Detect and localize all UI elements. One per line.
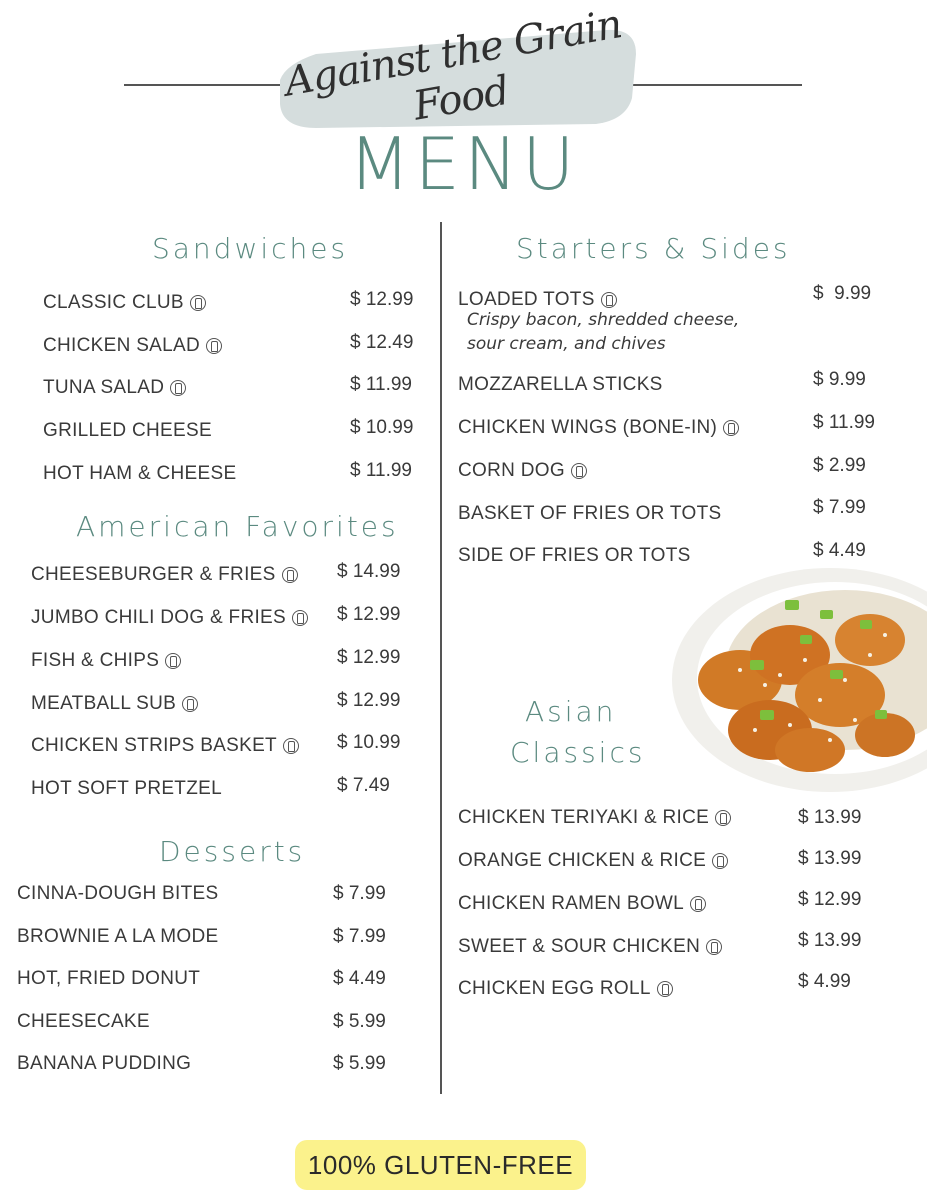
- menu-item: [17, 883, 218, 905]
- item-price: $ 2.99: [813, 455, 866, 476]
- item-price: $ 5.99: [333, 1053, 386, 1074]
- brand-logo: Against the Grain Food: [281, 1, 625, 130]
- gluten-free-icon: [282, 567, 298, 583]
- item-name: CINNA-DOUGH BITES: [17, 883, 219, 904]
- item-name: SWEET & SOUR CHICKEN: [458, 936, 701, 957]
- item-price: $ 9.99: [813, 369, 866, 390]
- gluten-free-icon: [283, 738, 299, 754]
- item-price: $ 4.99: [798, 971, 851, 992]
- orange-chicken-photo: [670, 560, 927, 800]
- item-price: $ 11.99: [813, 412, 875, 433]
- menu-item: [458, 936, 722, 958]
- menu-item: [458, 978, 673, 1000]
- section-title-asian-classics-line2: Classics: [510, 736, 646, 769]
- section-title-sandwiches: Sandwiches: [152, 232, 349, 265]
- section-title-asian-classics-line1: Asian: [525, 695, 617, 728]
- menu-item: [31, 650, 181, 672]
- item-name: JUMBO CHILI DOG & FRIES: [31, 607, 286, 628]
- item-name: SIDE OF FRIES OR TOTS: [458, 545, 691, 566]
- menu-item: [31, 564, 298, 586]
- gluten-free-icon: [165, 653, 181, 669]
- gluten-free-icon: [601, 292, 617, 308]
- item-name: CORN DOG: [458, 460, 565, 481]
- item-price: $ 9.99: [813, 283, 872, 304]
- item-name: BASKET OF FRIES OR TOTS: [458, 503, 722, 524]
- gluten-free-icon: [723, 420, 739, 436]
- item-name: BROWNIE A LA MODE: [17, 926, 219, 947]
- item-price: $ 7.99: [333, 926, 386, 947]
- menu-item: [458, 289, 617, 311]
- item-name: CLASSIC CLUB: [43, 292, 184, 313]
- menu-item: [43, 335, 222, 357]
- item-price: $ 13.99: [798, 930, 862, 951]
- item-price: $ 4.49: [813, 540, 866, 561]
- header-rule-left: [124, 84, 284, 86]
- item-name: GRILLED CHEESE: [43, 420, 212, 441]
- item-name: CHICKEN SALAD: [43, 335, 200, 356]
- gluten-free-icon: [206, 338, 222, 354]
- item-description: Crispy bacon, shredded cheese,: [467, 310, 740, 330]
- item-price: $ 13.99: [798, 807, 862, 828]
- menu-item: [458, 460, 587, 482]
- section-title-starters-sides: Starters & Sides: [516, 232, 791, 265]
- item-name: MOZZARELLA STICKS: [458, 374, 663, 395]
- menu-item: [43, 463, 236, 485]
- header-rule-right: [632, 84, 802, 86]
- item-name: CHEESEBURGER & FRIES: [31, 564, 276, 585]
- menu-item: [17, 1053, 191, 1075]
- section-title-desserts: Desserts: [159, 835, 306, 868]
- item-price: $ 12.99: [350, 289, 414, 310]
- menu-item: [31, 607, 308, 629]
- item-price: $ 11.99: [350, 374, 412, 395]
- menu-item: [17, 968, 200, 990]
- gluten-free-badge: 100% GLUTEN-FREE: [295, 1140, 586, 1190]
- item-name: BANANA PUDDING: [17, 1053, 192, 1074]
- menu-item: [458, 893, 706, 915]
- gluten-free-icon: [170, 380, 186, 396]
- item-name: ORANGE CHICKEN & RICE: [458, 850, 707, 871]
- gluten-free-icon: [182, 696, 198, 712]
- menu-item: [31, 693, 198, 715]
- item-price: $ 7.99: [333, 883, 386, 904]
- column-divider: [440, 222, 442, 1094]
- item-name: LOADED TOTS: [458, 289, 595, 310]
- item-name: HOT, FRIED DONUT: [17, 968, 201, 989]
- section-title-american-favorites: American Favorites: [76, 510, 399, 543]
- item-name: CHICKEN EGG ROLL: [458, 978, 651, 999]
- item-description: sour cream, and chives: [467, 334, 666, 354]
- menu-item: [458, 807, 731, 829]
- item-price: $ 12.99: [337, 690, 401, 711]
- item-name: TUNA SALAD: [43, 377, 165, 398]
- item-name: HOT SOFT PRETZEL: [31, 778, 222, 799]
- item-price: $ 4.49: [333, 968, 386, 989]
- gluten-free-icon: [712, 853, 728, 869]
- menu-item: [43, 420, 212, 442]
- menu-item: [43, 377, 186, 399]
- menu-item: [458, 417, 739, 439]
- item-price: $ 10.99: [337, 732, 401, 753]
- item-price: $ 10.99: [350, 417, 414, 438]
- gluten-free-icon: [292, 610, 308, 626]
- gluten-free-icon: [190, 295, 206, 311]
- item-name: CHEESECAKE: [17, 1011, 150, 1032]
- gluten-free-icon: [715, 810, 731, 826]
- item-name: FISH & CHIPS: [31, 650, 160, 671]
- menu-item: [17, 1011, 150, 1033]
- item-name: HOT HAM & CHEESE: [43, 463, 237, 484]
- item-price: $ 14.99: [337, 561, 401, 582]
- menu-item: [458, 503, 721, 525]
- menu-item: [31, 778, 222, 800]
- item-price: $ 12.99: [798, 889, 862, 910]
- item-name: MEATBALL SUB: [31, 693, 177, 714]
- item-name: CHICKEN STRIPS BASKET: [31, 735, 277, 756]
- item-price: $ 13.99: [798, 848, 862, 869]
- item-price: $ 11.99: [350, 460, 412, 481]
- item-price: $ 7.99: [813, 497, 866, 518]
- item-price: $ 12.99: [337, 647, 401, 668]
- menu-item: [31, 735, 299, 757]
- item-price: $ 5.99: [333, 1011, 386, 1032]
- gluten-free-icon: [657, 981, 673, 997]
- gluten-free-icon: [706, 939, 722, 955]
- item-price: $ 7.49: [337, 775, 390, 796]
- item-price: $ 12.99: [337, 604, 401, 625]
- gluten-free-icon: [690, 896, 706, 912]
- menu-item: [458, 374, 663, 396]
- item-name: CHICKEN RAMEN BOWL: [458, 893, 685, 914]
- menu-item: [458, 850, 728, 872]
- menu-title: MENU: [348, 122, 579, 206]
- menu-item: [43, 292, 206, 314]
- menu-item: [458, 545, 691, 567]
- gluten-free-icon: [571, 463, 587, 479]
- menu-item: [17, 926, 218, 948]
- item-price: $ 12.49: [350, 332, 414, 353]
- item-name: CHICKEN TERIYAKI & RICE: [458, 807, 710, 828]
- item-name: CHICKEN WINGS (BONE-IN): [458, 417, 718, 438]
